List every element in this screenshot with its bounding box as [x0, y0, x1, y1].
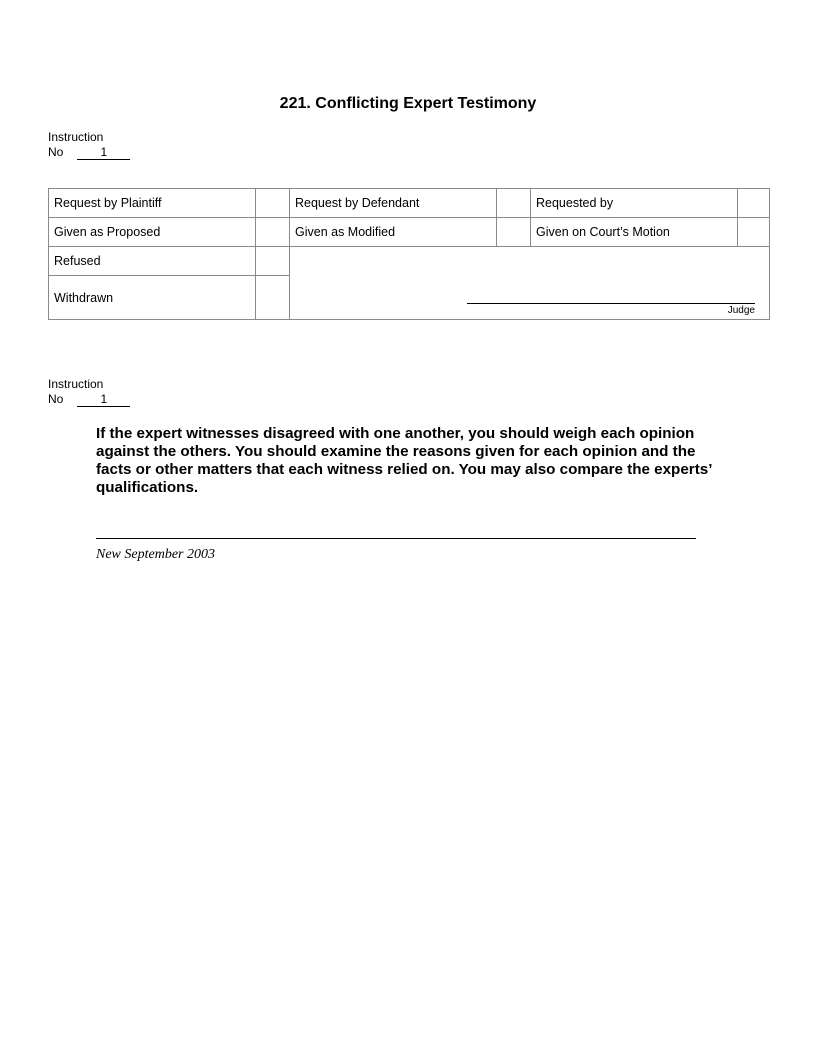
refused-label: Refused: [49, 247, 256, 276]
refused-checkbox[interactable]: [256, 247, 290, 276]
withdrawn-label: Withdrawn: [49, 276, 256, 320]
given-as-modified-label: Given as Modified: [290, 218, 497, 247]
instruction-label: Instruction: [48, 130, 104, 144]
judge-label: Judge: [727, 305, 755, 316]
instruction-number-block: [48, 130, 130, 160]
given-as-proposed-label: Given as Proposed: [49, 218, 256, 247]
instruction-no-label: No: [48, 145, 64, 159]
judge-signature-area: [290, 247, 770, 320]
given-on-courts-motion-label: Given on Court’s Motion: [531, 218, 738, 247]
requested-by-label: Requested by: [531, 189, 738, 218]
judge-signature-line[interactable]: [467, 303, 755, 304]
page-title: 221. Conflicting Expert Testimony: [279, 95, 537, 112]
request-disposition-table: [48, 188, 770, 320]
instruction-label: Instruction: [48, 377, 104, 391]
given-as-proposed-checkbox[interactable]: [256, 218, 290, 247]
instruction-number-field[interactable]: 1: [77, 393, 130, 407]
requested-by-checkbox[interactable]: [738, 189, 770, 218]
instruction-no-label: No: [48, 392, 64, 406]
instruction-body-text: If the expert witnesses disagreed with one another, you should weigh each opinion against the others. You should examine the reasons given for each opinion and the facts or other matters that each witness relied on. You may also compare the experts’ qualifications.: [96, 425, 712, 496]
instruction-no-row: [48, 145, 130, 160]
divider-line: [96, 538, 696, 539]
given-as-modified-checkbox[interactable]: [497, 218, 531, 247]
request-by-plaintiff-label: Request by Plaintiff: [49, 189, 256, 218]
instruction-number-block: [48, 377, 130, 407]
given-on-courts-motion-checkbox[interactable]: [738, 218, 770, 247]
instruction-no-row: [48, 392, 130, 407]
request-by-defendant-checkbox[interactable]: [497, 189, 531, 218]
request-by-plaintiff-checkbox[interactable]: [256, 189, 290, 218]
history-note: New September 2003: [96, 547, 215, 562]
withdrawn-checkbox[interactable]: [256, 276, 290, 320]
instruction-number-field[interactable]: 1: [77, 146, 130, 160]
request-by-defendant-label: Request by Defendant: [290, 189, 497, 218]
